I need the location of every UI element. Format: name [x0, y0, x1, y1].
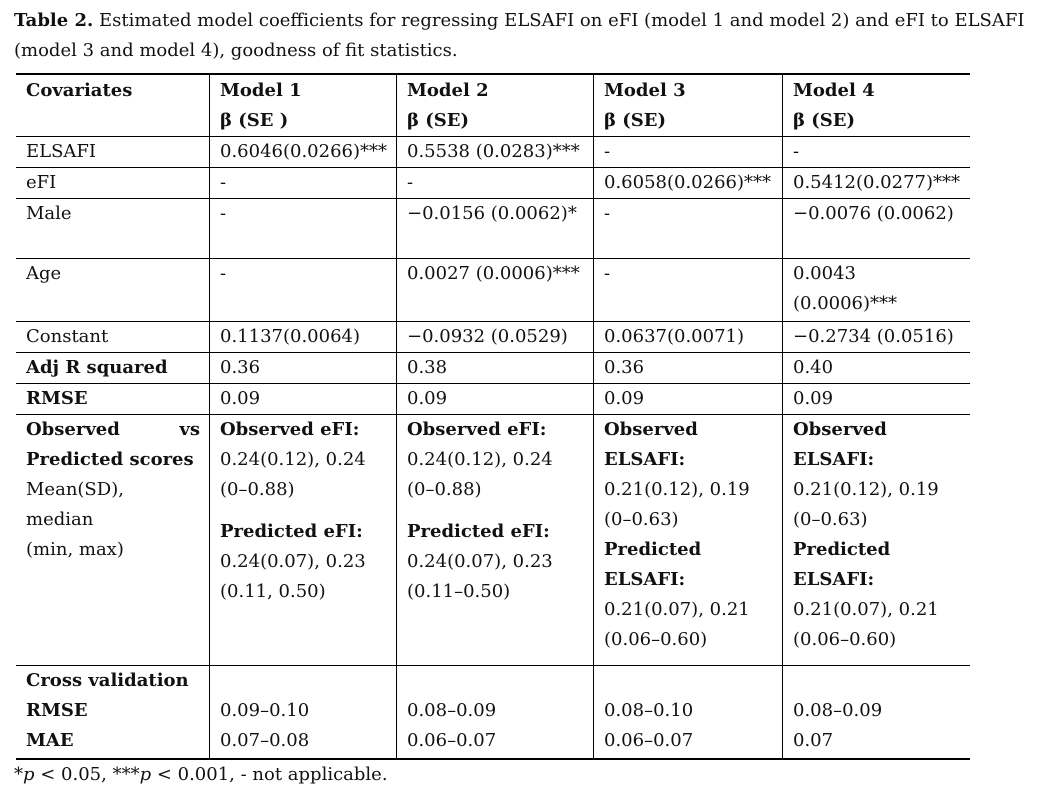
footnote-text: *	[14, 764, 23, 785]
observed-predicted-label	[16, 415, 209, 665]
model-1-subheader: β (SE )	[220, 110, 289, 131]
table-cell: 0.6046(0.0266)***	[220, 141, 388, 162]
predicted-title: Predicted	[793, 539, 891, 560]
table-cell: −0.2734 (0.0516)	[793, 326, 954, 347]
table-cell: -	[793, 141, 800, 162]
caption-text-2: (model 3 and model 4), goodness of fit statistics.	[14, 40, 458, 61]
observed-title: Observed	[604, 419, 698, 440]
table-cell: 0.0637(0.0071)	[604, 326, 745, 347]
table-cell: -	[604, 263, 611, 284]
predicted-values: 0.21(0.07), 0.21	[793, 599, 939, 620]
observed-range: (0–0.88)	[407, 479, 482, 500]
predicted-title: Predicted eFI:	[220, 521, 363, 542]
table-cell: 0.0027 (0.0006)***	[407, 263, 580, 284]
table-bottom-rule	[16, 758, 970, 760]
observed-values: 0.21(0.12), 0.19	[793, 479, 939, 500]
table-row-constant	[16, 322, 970, 352]
row-label: ELSAFI	[26, 141, 97, 162]
model-3-observed-predicted	[593, 415, 782, 665]
footnote-text: < 0.05, ***	[34, 764, 140, 785]
row-label: Adj R squared	[26, 357, 168, 378]
observed-range: (0–0.63)	[604, 509, 679, 530]
footnote-text: p	[23, 764, 35, 785]
footnote-text: < 0.001, - not applicable.	[151, 764, 388, 785]
row-label: MAE	[26, 730, 74, 751]
model-2-subheader: β (SE)	[407, 110, 469, 131]
table-cell: 0.5538 (0.0283)***	[407, 141, 580, 162]
table-cell: 0.40	[793, 357, 834, 378]
table-cell: -	[604, 141, 611, 162]
observed-values: 0.21(0.12), 0.19	[604, 479, 750, 500]
table-cell: 0.36	[220, 357, 261, 378]
label-text: median	[26, 509, 94, 530]
table-row-adj-r-squared	[16, 353, 970, 383]
table-caption	[14, 6, 1039, 66]
predicted-title: ELSAFI:	[604, 569, 686, 590]
table-cell: 0.09	[793, 388, 834, 409]
model-4-observed-predicted	[782, 415, 970, 665]
table-cell: -	[220, 203, 227, 224]
table-row-observed-predicted	[16, 415, 970, 665]
row-label: RMSE	[26, 388, 88, 409]
table-cell: 0.36	[604, 357, 645, 378]
observed-title: ELSAFI:	[604, 449, 686, 470]
footnote-text: p	[139, 764, 152, 785]
table-cell: 0.09	[407, 388, 448, 409]
predicted-range: (0.11, 0.50)	[220, 581, 326, 602]
table-cell: 0.08–0.09	[793, 700, 883, 721]
table-cell: 0.6058(0.0266)***	[604, 172, 772, 193]
table-cell: −0.0156 (0.0062)*	[407, 203, 577, 224]
table-cell: 0.09	[604, 388, 645, 409]
observed-title: Observed eFI:	[220, 419, 360, 440]
table-row-cross-validation	[16, 666, 970, 758]
table-cell: 0.06–0.07	[604, 730, 694, 751]
predicted-range: (0.06–0.60)	[604, 629, 708, 650]
row-label: RMSE	[26, 700, 88, 721]
table-row-rmse	[16, 384, 970, 414]
table-row-age	[16, 259, 970, 321]
table-cell: 0.08–0.09	[407, 700, 497, 721]
model-1-header: Model 1	[220, 80, 302, 101]
table-cell: 0.07–0.08	[220, 730, 310, 751]
row-label: eFI	[26, 172, 57, 193]
table-row-male	[16, 199, 970, 258]
row-label: Male	[26, 203, 72, 224]
model-2-observed-predicted	[396, 415, 593, 665]
table-cell: 0.08–0.10	[604, 700, 694, 721]
label-text: Mean(SD),	[26, 479, 124, 500]
observed-range: (0–0.88)	[220, 479, 295, 500]
table-cell: 0.5412(0.0277)***	[793, 172, 961, 193]
label-text: vs	[179, 419, 200, 440]
model-3-header: Model 3	[604, 80, 686, 101]
table-cell: 0.0043	[793, 263, 856, 284]
predicted-values: 0.24(0.07), 0.23	[407, 551, 553, 572]
table-cell: -	[604, 203, 611, 224]
predicted-title: Predicted eFI:	[407, 521, 550, 542]
observed-values: 0.24(0.12), 0.24	[220, 449, 366, 470]
label-text: (min, max)	[26, 539, 124, 560]
predicted-values: 0.21(0.07), 0.21	[604, 599, 750, 620]
table-cell: 0.38	[407, 357, 448, 378]
table-cell: 0.09–0.10	[220, 700, 310, 721]
model-1-observed-predicted	[209, 415, 396, 665]
row-label: Age	[26, 263, 62, 284]
observed-title: ELSAFI:	[793, 449, 875, 470]
table-row-efi	[16, 168, 970, 198]
model-3-subheader: β (SE)	[604, 110, 666, 131]
model-4-subheader: β (SE)	[793, 110, 855, 131]
header-row	[16, 75, 970, 136]
label-text: Observed	[26, 419, 120, 440]
covariates-header: Covariates	[26, 80, 133, 101]
predicted-range: (0.11–0.50)	[407, 581, 511, 602]
table-cell: (0.0006)***	[793, 293, 898, 314]
predicted-title: ELSAFI:	[793, 569, 875, 590]
table-cell: -	[220, 172, 227, 193]
row-label: Cross validation	[26, 670, 189, 691]
row-label: Constant	[26, 326, 109, 347]
observed-values: 0.24(0.12), 0.24	[407, 449, 553, 470]
observed-title: Observed eFI:	[407, 419, 547, 440]
observed-title: Observed	[793, 419, 887, 440]
table-footnote	[14, 761, 388, 789]
model-4-header: Model 4	[793, 80, 875, 101]
table-cell: 0.07	[793, 730, 834, 751]
table-cell: 0.06–0.07	[407, 730, 497, 751]
predicted-title: Predicted	[604, 539, 702, 560]
table-row-elsafi	[16, 137, 970, 167]
model-2-header: Model 2	[407, 80, 489, 101]
observed-range: (0–0.63)	[793, 509, 868, 530]
table-cell: -	[407, 172, 414, 193]
caption-text-1: Estimated model coefficients for regressing ELSAFI on eFI (model 1 and model 2) and eFI to ELSAFI	[93, 10, 1025, 31]
table-cell: 0.09	[220, 388, 261, 409]
predicted-range: (0.06–0.60)	[793, 629, 897, 650]
table-cell: −0.0076 (0.0062)	[793, 203, 954, 224]
table-cell: −0.0932 (0.0529)	[407, 326, 568, 347]
caption-label: Table 2.	[14, 10, 94, 31]
table-cell: 0.1137(0.0064)	[220, 326, 361, 347]
table-cell: -	[220, 263, 227, 284]
predicted-values: 0.24(0.07), 0.23	[220, 551, 366, 572]
label-text: Predicted scores	[26, 449, 194, 470]
